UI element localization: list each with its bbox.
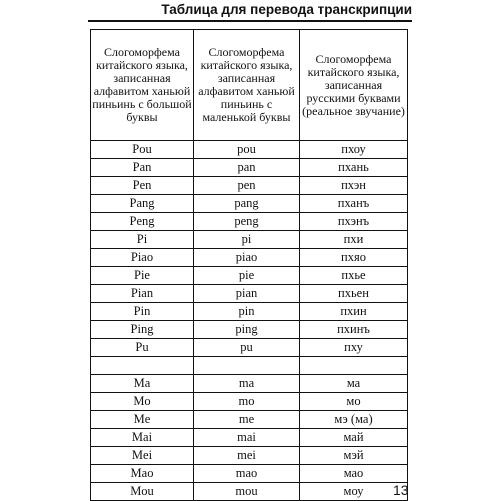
- cell-pinyin-capital: Pin: [91, 303, 194, 321]
- table-row: [91, 177, 408, 195]
- cell-pinyin-lowercase: mou: [194, 483, 300, 501]
- cell-pinyin-lowercase: pen: [194, 177, 300, 195]
- cell-russian: пханъ: [300, 195, 408, 213]
- cell-pinyin-lowercase: mao: [194, 465, 300, 483]
- cell-pinyin-lowercase: mai: [194, 429, 300, 447]
- cell-russian: пхэн: [300, 177, 408, 195]
- cell-pinyin-capital: Pan: [91, 159, 194, 177]
- table-row-separator: [91, 357, 408, 375]
- cell-russian: пхьен: [300, 285, 408, 303]
- table-row: [91, 195, 408, 213]
- table-row: [91, 411, 408, 429]
- cell-pinyin-capital: Ping: [91, 321, 194, 339]
- cell-pinyin-capital: Mo: [91, 393, 194, 411]
- cell-pinyin-capital: Peng: [91, 213, 194, 231]
- cell-pinyin-lowercase: pang: [194, 195, 300, 213]
- table-header-row: [91, 30, 408, 141]
- cell-pinyin-capital: Mei: [91, 447, 194, 465]
- table-row: [91, 393, 408, 411]
- cell-russian: пхинъ: [300, 321, 408, 339]
- cell-russian: пхоу: [300, 141, 408, 159]
- cell-pinyin-lowercase: ma: [194, 375, 300, 393]
- table-row: [91, 159, 408, 177]
- cell-pinyin-capital: Pian: [91, 285, 194, 303]
- cell-pinyin-capital: Me: [91, 411, 194, 429]
- table-row: [91, 267, 408, 285]
- cell-pinyin-lowercase: pian: [194, 285, 300, 303]
- cell-russian: пхяо: [300, 249, 408, 267]
- table-row: [91, 339, 408, 357]
- table-row: [91, 141, 408, 159]
- cell-pinyin-lowercase: ping: [194, 321, 300, 339]
- cell-russian: ма: [300, 375, 408, 393]
- cell-pinyin-capital: Pang: [91, 195, 194, 213]
- table-row: [91, 213, 408, 231]
- page-header: [88, 0, 412, 22]
- column-header-pinyin-lowercase: Слогоморфема китайского языка, записанная алфавитом ханьюй пиньинь с маленькой буквы: [194, 30, 300, 141]
- cell-pinyin-lowercase: pou: [194, 141, 300, 159]
- cell-pinyin-capital: Pi: [91, 231, 194, 249]
- cell-pinyin-capital: Pen: [91, 177, 194, 195]
- cell-pinyin-capital: Mou: [91, 483, 194, 501]
- cell-pinyin-lowercase: [194, 357, 300, 375]
- table-body: [91, 141, 408, 501]
- cell-russian: моу: [300, 483, 408, 501]
- cell-russian: пхин: [300, 303, 408, 321]
- table-row: [91, 375, 408, 393]
- cell-pinyin-capital: Pie: [91, 267, 194, 285]
- cell-russian: мэ (ма): [300, 411, 408, 429]
- cell-russian: [300, 357, 408, 375]
- cell-pinyin-capital: [91, 357, 194, 375]
- cell-russian: мао: [300, 465, 408, 483]
- cell-russian: пхань: [300, 159, 408, 177]
- transcription-table: [90, 29, 408, 501]
- column-header-russian: Слогоморфема китайского языка, записанная русскими буквами (реальное звучание): [300, 30, 408, 141]
- table-row: [91, 465, 408, 483]
- table-row: [91, 231, 408, 249]
- cell-pinyin-capital: Pu: [91, 339, 194, 357]
- table-row: [91, 429, 408, 447]
- cell-pinyin-lowercase: peng: [194, 213, 300, 231]
- cell-pinyin-lowercase: mo: [194, 393, 300, 411]
- cell-pinyin-lowercase: pin: [194, 303, 300, 321]
- table-row: [91, 285, 408, 303]
- cell-pinyin-capital: Mao: [91, 465, 194, 483]
- cell-pinyin-lowercase: pi: [194, 231, 300, 249]
- column-header-pinyin-capital: Слогоморфема китайского языка, записанная алфавитом ханьюй пиньинь с большой буквы: [91, 30, 194, 141]
- cell-russian: пхи: [300, 231, 408, 249]
- cell-pinyin-lowercase: pie: [194, 267, 300, 285]
- table-row: [91, 249, 408, 267]
- page-title: Таблица для перевода транскрипции: [161, 2, 412, 17]
- cell-russian: мо: [300, 393, 408, 411]
- cell-pinyin-capital: Mai: [91, 429, 194, 447]
- cell-pinyin-lowercase: me: [194, 411, 300, 429]
- cell-russian: пху: [300, 339, 408, 357]
- cell-russian: май: [300, 429, 408, 447]
- cell-pinyin-lowercase: pan: [194, 159, 300, 177]
- page-number: 13: [393, 482, 409, 498]
- table-row: [91, 321, 408, 339]
- cell-pinyin-capital: Piao: [91, 249, 194, 267]
- cell-pinyin-capital: Pou: [91, 141, 194, 159]
- table-row: [91, 483, 408, 501]
- cell-pinyin-lowercase: mei: [194, 447, 300, 465]
- cell-pinyin-lowercase: pu: [194, 339, 300, 357]
- table-row: [91, 303, 408, 321]
- cell-russian: мэй: [300, 447, 408, 465]
- table-row: [91, 447, 408, 465]
- cell-russian: пхэнъ: [300, 213, 408, 231]
- cell-pinyin-lowercase: piao: [194, 249, 300, 267]
- cell-russian: пхье: [300, 267, 408, 285]
- cell-pinyin-capital: Ma: [91, 375, 194, 393]
